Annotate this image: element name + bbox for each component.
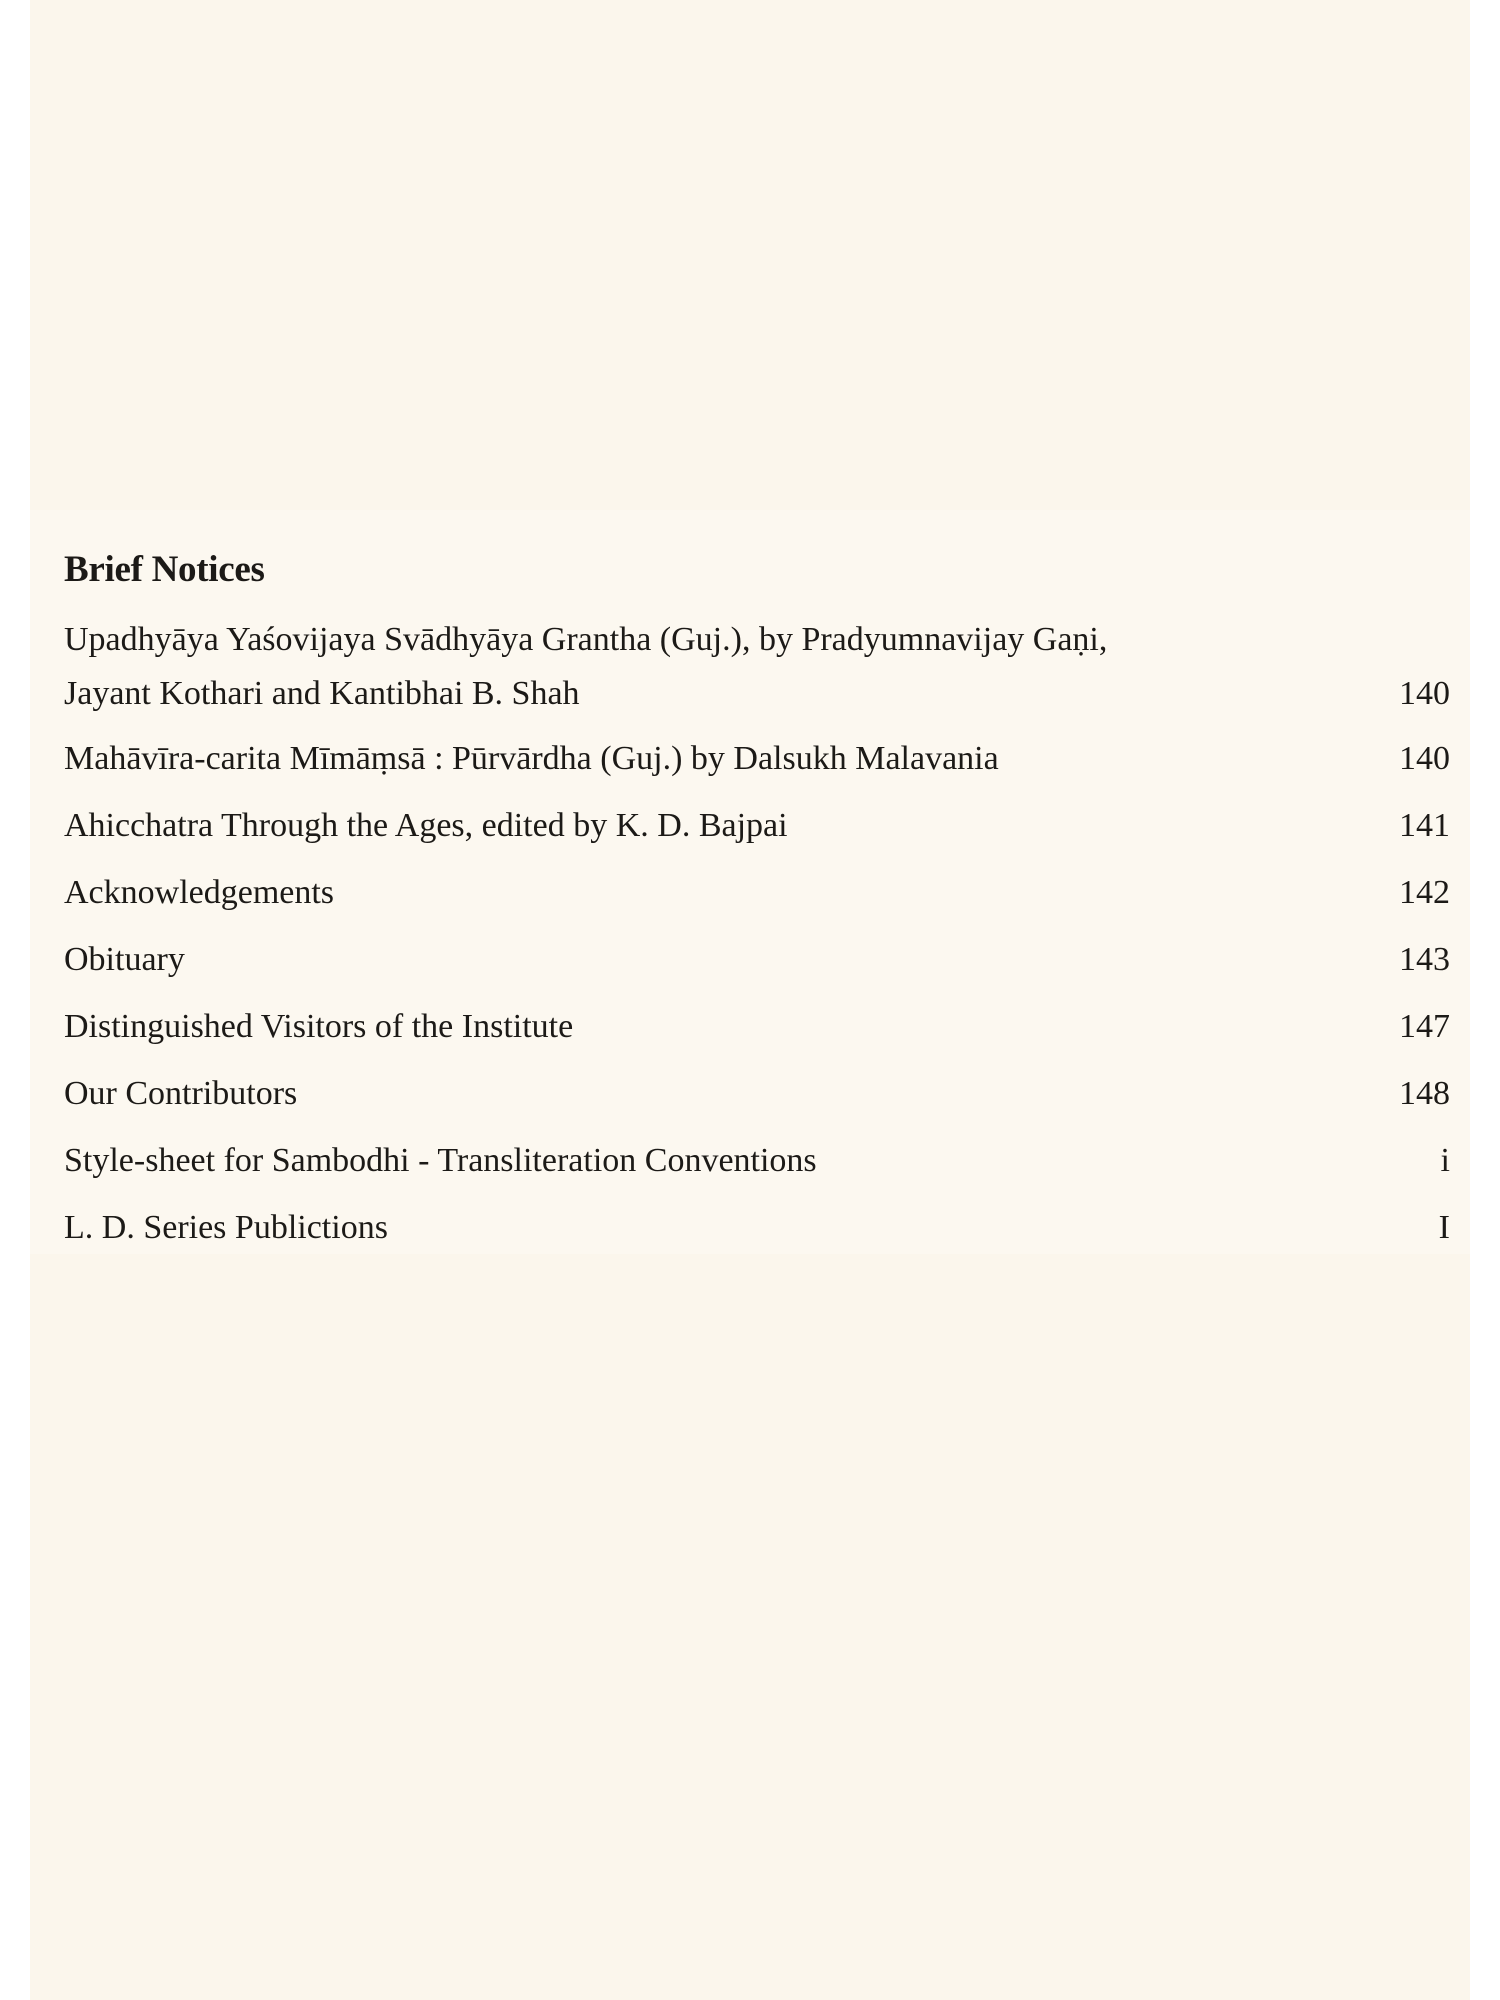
- toc-entry-title-line2: Jayant Kothari and Kantibhai B. Shah: [64, 675, 580, 712]
- toc-entry-title: Ahicchatra Through the Ages, edited by K. D. Bajpai: [64, 807, 788, 844]
- toc-entry: [64, 1000, 1464, 1054]
- toc-entry: [64, 866, 1464, 920]
- toc-entry-title: Our Contributors: [64, 1075, 298, 1112]
- toc-entry: [64, 799, 1464, 853]
- toc-entry: [64, 732, 1464, 786]
- scanned-page: [30, 0, 1470, 2000]
- toc-entry-page: 140: [1399, 740, 1450, 777]
- toc-entry-title: L. D. Series Publictions: [64, 1209, 388, 1246]
- toc-entry-page: 140: [1399, 675, 1450, 712]
- toc-entry: [64, 613, 1464, 721]
- toc-entry-page: I: [1438, 1209, 1450, 1246]
- toc-entry: [64, 1134, 1464, 1188]
- toc-entry-page: 143: [1399, 941, 1450, 978]
- contents-section: [64, 548, 1464, 1268]
- toc-entry-page: 148: [1399, 1075, 1450, 1112]
- toc-entry-title: Distinguished Visitors of the Institute: [64, 1008, 574, 1045]
- toc-entry-page: 142: [1399, 874, 1450, 911]
- toc-entry-page: 147: [1399, 1008, 1450, 1045]
- section-heading: Brief Notices: [64, 549, 265, 590]
- toc-entry: [64, 933, 1464, 987]
- toc-entry-title-line1: Upadhyāya Yaśovijaya Svādhyāya Grantha (Guj.), by Pradyumnavijay Gaṇi,: [64, 621, 1108, 658]
- toc-entry-title: Style-sheet for Sambodhi - Transliteration Conventions: [64, 1142, 817, 1179]
- toc-entry: [64, 1201, 1464, 1255]
- toc-entry: [64, 1067, 1464, 1121]
- toc-entry-page: 141: [1399, 807, 1450, 844]
- toc-entry-title: Obituary: [64, 941, 185, 978]
- toc-entry-title: Mahāvīra-carita Mīmāṃsā : Pūrvārdha (Guj.) by Dalsukh Malavania: [64, 740, 999, 777]
- toc-entry-title: Acknowledgements: [64, 874, 335, 911]
- toc-entry-page: i: [1440, 1142, 1450, 1179]
